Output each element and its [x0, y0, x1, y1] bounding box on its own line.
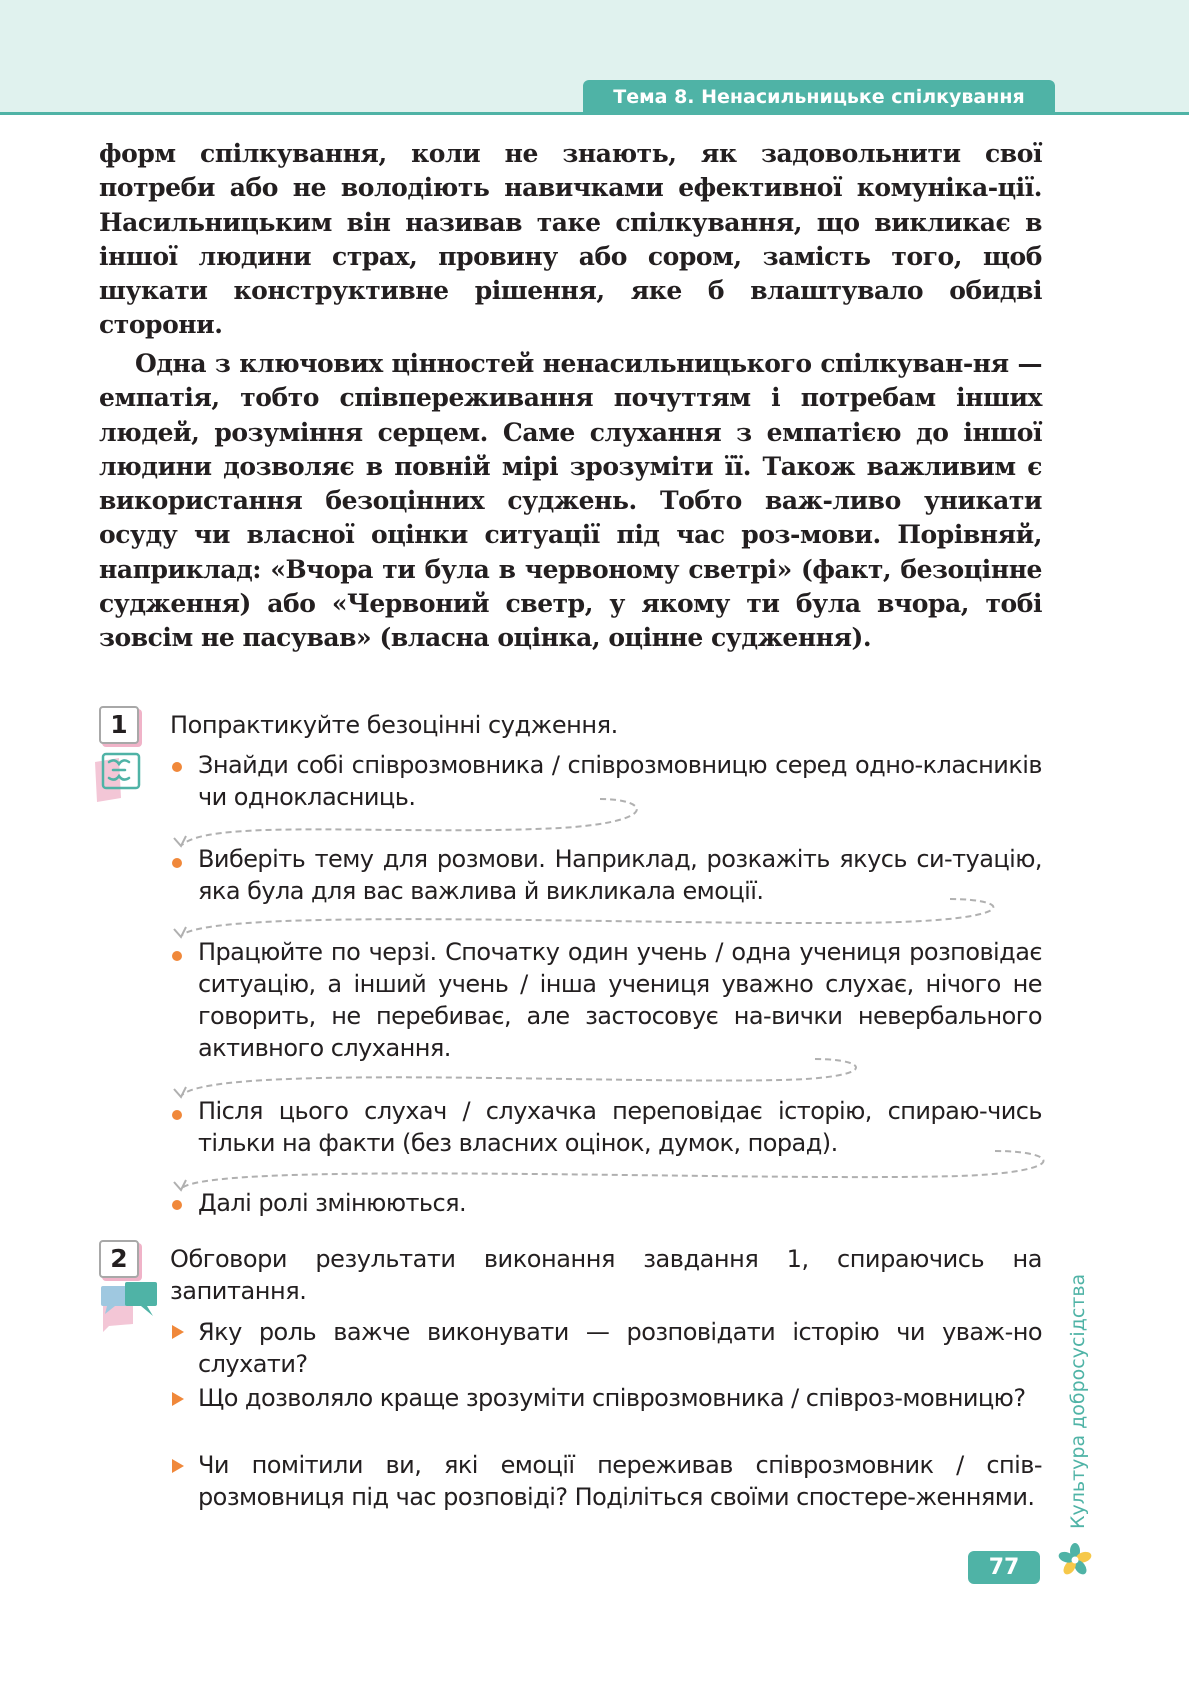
- task-1-step-5: Далі ролі змінюються.: [198, 1189, 467, 1217]
- paragraph-1: форм спілкування, коли не знають, як задовольнити свої потреби або не володіють навичками ефективної комуніка-ції. Насильницьким він називав таке спілкування, що викликає в іншої людини страх, провину або сором, замість того, щоб шукати конструктивне рішення, яке б влаштувало обидві сторони.: [99, 139, 1042, 340]
- task-1-step-2: Виберіть тему для розмови. Наприклад, розкажіть якусь си-туацію, яка була для вас важлива й викликала емоції.: [198, 845, 1042, 905]
- task-2-question-1: Яку роль важче виконувати — розповідати історію чи уваж-но слухати?: [198, 1318, 1042, 1378]
- task-1-number: 1: [99, 706, 139, 744]
- paragraph-2: Одна з ключових цінностей ненасильницького спілкуван-ня — емпатія, тобто співпереживання почуттям і потребам інших людей, розуміння серцем. Саме слухання з емпатією до іншої людини дозволяє в повній мірі зрозуміти її. Також важливим є використання безоцінних суджень. Тобто важ-ливо уникати осуду чи власної оцінки ситуації під час роз-мови. Порівняй, наприклад: «Вчора ти була в червоному светрі» (факт, безоцінне судження) або «Червоний светр, у якому ти була вчора, тобі зовсім не пасував» (власна оцінка, оцінне судження).: [99, 349, 1042, 653]
- task-1-title: Попрактикуйте безоцінні судження.: [170, 711, 618, 739]
- task-1-step-1: Знайди собі співрозмовника / співрозмовницю серед одно-класників чи однокласниць.: [198, 751, 1042, 811]
- bullet-triangle: [172, 1459, 184, 1473]
- bullet-triangle: [172, 1392, 184, 1406]
- task-2-title: Обговори результати виконання завдання 1, спираючись на запитання.: [170, 1245, 1042, 1305]
- task-2-question-2: Що дозволяло краще зрозуміти співрозмовника / співроз-мовницю?: [198, 1384, 1026, 1412]
- bullet-triangle: [172, 1325, 184, 1339]
- task-1-step-3: Працюйте по черзі. Спочатку один учень / одна учениця розповідає ситуацію, а інший учень / інша учениця уважно слухає, нічого не говорить, не перебиває, але застосовує на-вички невербального активного слухання.: [198, 938, 1042, 1062]
- flower-icon: [1057, 1542, 1093, 1578]
- page-number: 77: [968, 1551, 1040, 1584]
- task-2-number: 2: [99, 1240, 139, 1278]
- section-side-label: Культура добросусідства: [1067, 1273, 1089, 1529]
- speech-bubbles-icon: [99, 1282, 161, 1334]
- task-1-step-4: Після цього слухач / слухачка переповідає історію, спираю-чись тільки на факти (без власних оцінок, думок, порад).: [198, 1097, 1042, 1157]
- theme-title: Тема 8. Ненасильницьке спілкування: [583, 80, 1055, 115]
- task-2-question-3: Чи помітили ви, які емоції переживав співрозмовник / спів-розмовниця під час розповіді? Поділіться своїми спостере-женнями.: [198, 1451, 1042, 1511]
